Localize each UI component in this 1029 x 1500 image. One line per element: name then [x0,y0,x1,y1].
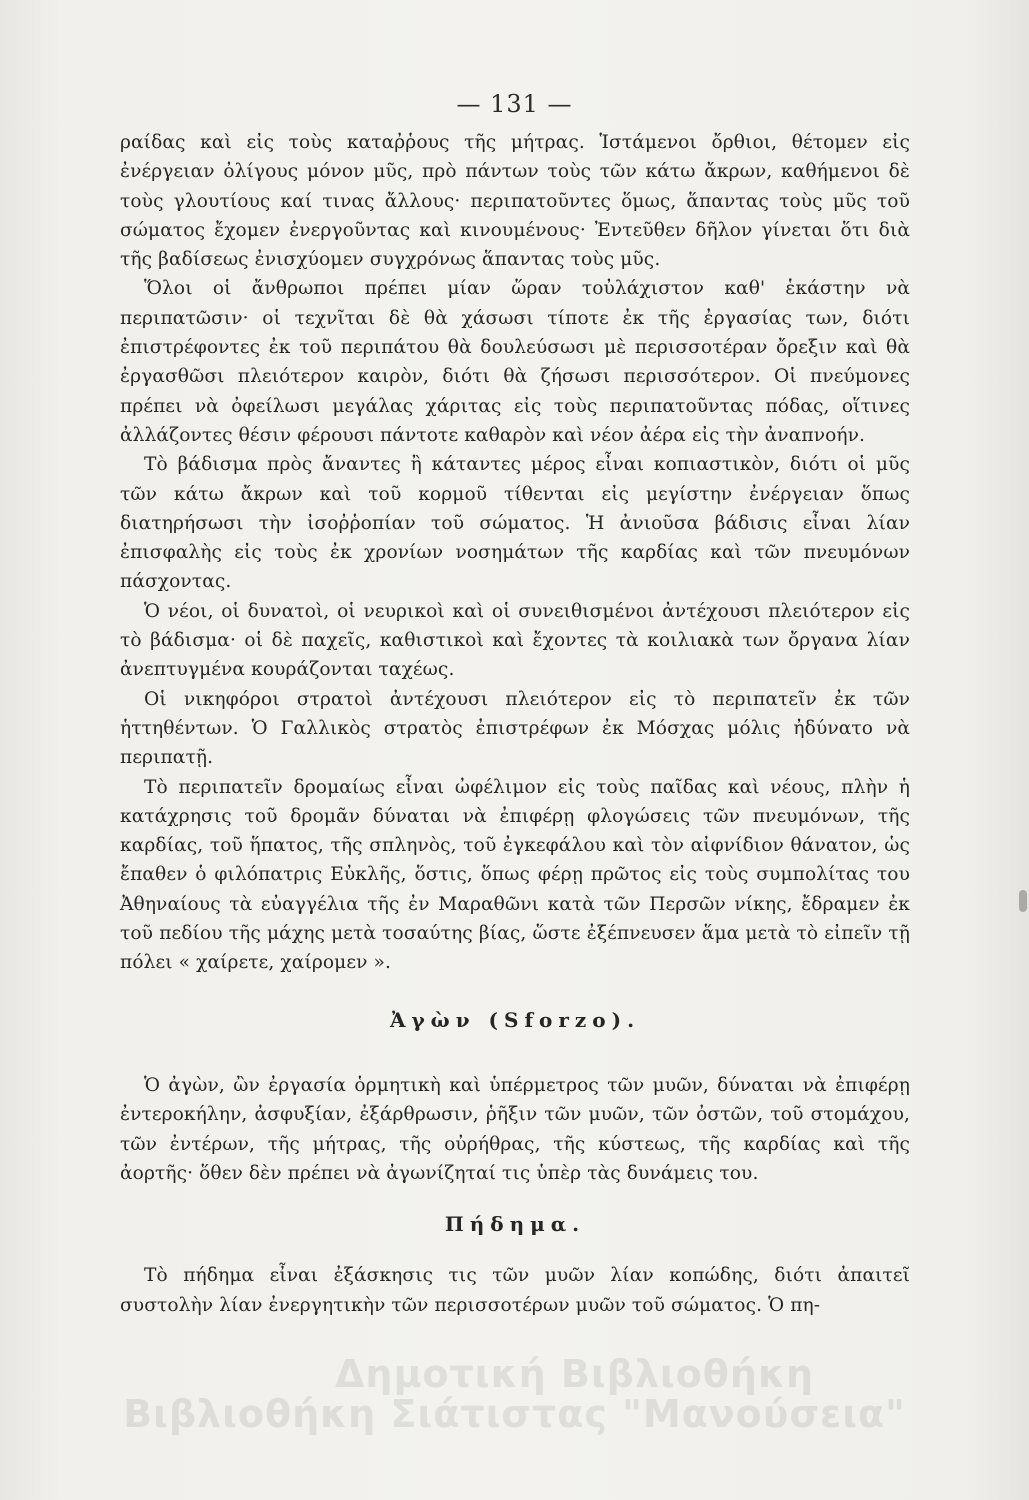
section-heading-agon: Ἀγὼν (Sforzo). [389,1007,641,1032]
library-watermark-line1: Δημοτική Βιβλιοθήκη [334,1352,814,1396]
page-number: — 131 — [456,90,573,118]
library-watermark-line2: Βιβλιοθήκη Σιάτιστας "Μανούσεια" [123,1392,906,1436]
paragraph-continuation: ραίδας καὶ εἰς τοὺς καταῤῥους τῆς μήτρας. Ἱστάμενοι ὄρθιοι, θέτομεν εἰς ἐνέργειαν ὀλίγους μόνον μῦς, πρὸ πάντων τοὺς τῶν κάτω ἄκρων, καθήμενοι δὲ τοὺς γλουτίους καί τινας ἄλλους· περιπατοῦντες ὅμως, ἅπαντας τοὺς μῦς τοῦ σώματος ἔχομεν ἐνεργοῦντας καὶ κινουμένους· Ἐντεῦθεν δῆλον γίνεται ὅτι διὰ τῆς βαδίσεως ἐνισχύομεν συγχρόνως ἅπαντας τοὺς μῦς. [120,132,910,271]
paragraph-armies: Οἱ νικηφόροι στρατοὶ ἀντέχουσι πλειότερον εἰς τὸ περιπατεῖν ἐκ τῶν ἡττηθέντων. Ὁ Γαλλικὸς στρατὸς ἐπιστρέφων ἐκ Μόσχας μόλις ἠδύνατο νὰ περιπατῇ. [120,688,910,769]
paragraph-endurance: Ὁ νέοι, οἱ δυνατοὶ, οἱ νευρικοὶ καὶ οἱ συνειθισμένοι ἀντέχουσι πλειότερον εἰς τὸ βάδισμα· οἱ δὲ παχεῖς, καθιστικοὶ καὶ ἔχοντες τὰ κοιλιακὰ των ὄργανα λίαν ἀνεπτυγμένα κουράζονται ταχέως. [120,600,910,681]
section-heading-pidima: Πήδημα. [444,1212,586,1237]
paragraph-walking-hour: Ὅλοι οἱ ἄνθρωποι πρέπει μίαν ὥραν τοὐλάχιστον καθ' ἑκάστην νὰ περιπατῶσιν· οἱ τεχνῖται δὲ θὰ χάσωσι τίποτε ἐκ τῆς ἐργασίας των, διότι ἐπιστρέφοντες ἐκ τοῦ περιπάτου θὰ δουλεύσωσι μὲ περισσοτέραν ὄρεξιν καὶ θὰ ἐργασθῶσι πλειότερον καιρὸν, διότι θὰ ζήσωσι περισσότερον. Οἱ πνεύμονες πρέπει νὰ ὀφείλωσι μεγάλας χάριτας εἰς τοὺς περιπατοῦντας πόδας, οἵτινες ἀλλάζοντες θέσιν φέρουσι πάντοτε καθαρὸν καὶ νέον ἀέρα εἰς τὴν ἀναπνοήν. [120,278,910,446]
paragraph-agon: Ὁ ἀγὼν, ὢν ἐργασία ὁρμητικὴ καὶ ὑπέρμετρος τῶν μυῶν, δύναται νὰ ἐπιφέρῃ ἐντεροκήλην, ἀσφυξίαν, ἐξάρθρωσιν, ῥῆξιν τῶν μυῶν, τῶν ὀστῶν, τοῦ στομάχου, τῶν ἐντέρων, τῆς μήτρας, τῆς οὐρήθρας, τῆς κύστεως, τῆς καρδίας καὶ τῆς ἀορτῆς· ὅθεν δὲν πρέπει νὰ ἀγωνίζηταί τις ὑπὲρ τὰς δυνάμεις του. [120,1074,910,1184]
body-text [120,128,910,1320]
scan-edge-mark [1019,890,1027,912]
paragraph-running: Τὸ περιπατεῖν δρομαίως εἶναι ὠφέλιμον εἰς τοὺς παῖδας καὶ νέους, πλὴν ἡ κατάχρησις τοῦ δρομᾶν δύναται νὰ ἐπιφέρῃ φλογώσεις τῶν πνευμόνων, τῆς καρδίας, τοῦ ἥπατος, τῆς σπληνὸς, τοῦ ἐγκεφάλου καὶ τὸν αἰφνίδιον θάνατον, ὡς ἔπαθεν ὁ φιλόπατρις Εὐκλῆς, ὅστις, ὅπως φέρῃ πρῶτος εἰς τοὺς συμπολίτας του Ἀθηναίους τὰ εὐαγγέλια τῆς ἐν Μαραθῶνι κατὰ τῶν Περσῶν νίκης, ἔδραμεν ἐκ τοῦ πεδίου τῆς μάχης μετὰ τοσαύτης βίας, ὥστε ἐξέπνευσεν ἅμα μετὰ τὸ εἰπεῖν τῇ πόλει « χαίρετε, χαίρομεν ». [120,776,910,974]
paragraph-uphill-walking: Τὸ βάδισμα πρὸς ἄναντες ἢ κάταντες μέρος εἶναι κοπιαστικὸν, διότι οἱ μῦς τῶν κάτω ἄκρων καὶ τοῦ κορμοῦ τίθενται εἰς μεγίστην ἐνέργειαν ὅπως διατηρήσωσι τὴν ἰσοῤῥοπίαν τοῦ σώματος. Ἡ ἀνιοῦσα βάδισις εἶναι λίαν ἐπισφαλὴς εἰς τοὺς ἐκ χρονίων νοσημάτων τῆς καρδίας καὶ τῶν πνευμόνων πάσχοντας. [120,454,910,593]
paragraph-pidima: Τὸ πήδημα εἶναι ἐξάσκησις τις τῶν μυῶν λίαν κοπώδης, διότι ἀπαιτεῖ συστολὴν λίαν ἐνεργητικὴν τῶν περισσοτέρων μυῶν τοῦ σώματος. Ὁ πη- [120,1265,910,1316]
